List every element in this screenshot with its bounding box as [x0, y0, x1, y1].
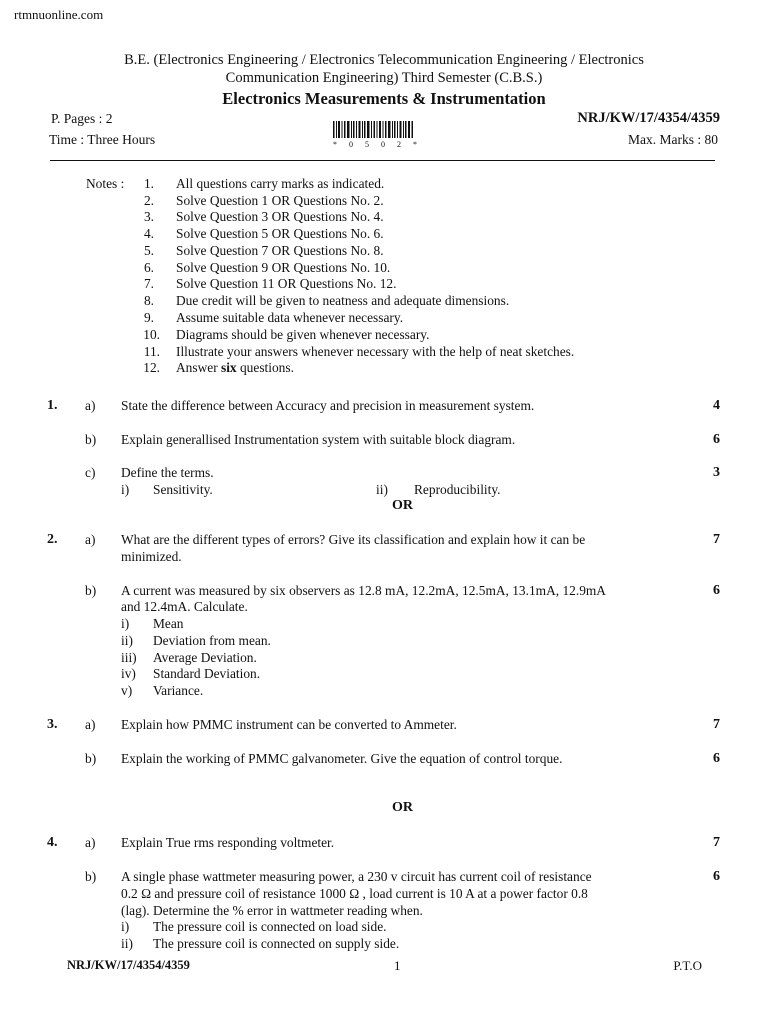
or-separator: OR — [392, 498, 413, 513]
note-number: 4. — [143, 226, 154, 241]
item-text: Standard Deviation. — [153, 666, 261, 681]
item-label: iv) — [121, 666, 136, 681]
note-number: 10. — [143, 327, 160, 342]
note-number: 5. — [143, 243, 154, 258]
subquestion-label: a) — [85, 532, 96, 547]
item-label: v) — [121, 683, 133, 698]
item-text: Average Deviation. — [153, 650, 257, 665]
note-text: Solve Question 5 OR Questions No. 6. — [176, 226, 384, 241]
item-label: i) — [121, 616, 130, 631]
question-text: Explain generallised Instrumentation system with suitable block diagram. — [121, 432, 516, 447]
note-number: 12. — [143, 360, 160, 375]
course-line-2: Communication Engineering) Third Semester (C.B.S.) — [225, 70, 543, 86]
question-marks: 6 — [713, 583, 720, 598]
question-number: 1. — [47, 398, 58, 413]
note-text: Solve Question 11 OR Questions No. 12. — [176, 276, 397, 291]
note-number: 2. — [143, 193, 154, 208]
item-text: The pressure coil is connected on supply side. — [153, 936, 400, 951]
question-text: Explain the working of PMMC galvanometer. Give the equation of control torque. — [121, 751, 563, 766]
question-text: A single phase wattmeter measuring power, a 230 v circuit has current coil of resistance — [121, 869, 592, 884]
question-marks: 7 — [713, 835, 720, 850]
item-text: Variance. — [153, 683, 204, 698]
subquestion-label: b) — [85, 751, 97, 766]
subquestion-label: c) — [85, 465, 96, 480]
item-label: ii) — [121, 633, 133, 648]
note-number: 3. — [143, 209, 154, 224]
term-text: Reproducibility. — [414, 482, 501, 497]
item-label: iii) — [121, 650, 137, 665]
note-text: Solve Question 1 OR Questions No. 2. — [176, 193, 384, 208]
or-separator: OR — [392, 800, 413, 815]
paper-code: NRJ/KW/17/4354/4359 — [577, 110, 720, 126]
note-number: 1. — [143, 176, 154, 191]
question-text: minimized. — [121, 549, 182, 564]
note-text: Illustrate your answers whenever necessary with the help of neat sketches. — [176, 344, 575, 359]
question-marks: 7 — [713, 717, 720, 732]
question-text: What are the different types of errors? Give its classification and explain how it can be — [121, 532, 586, 547]
subquestion-label: a) — [85, 717, 96, 732]
please-turn-over: P.T.O — [673, 958, 702, 973]
page-number: 1 — [394, 958, 401, 973]
item-text: Mean — [153, 616, 184, 631]
question-text: (lag). Determine the % error in wattmeter reading when. — [121, 903, 423, 918]
question-number: 3. — [47, 717, 58, 732]
term-text: Sensitivity. — [153, 482, 213, 497]
question-text: Explain True rms responding voltmeter. — [121, 835, 335, 850]
note-number: 11. — [143, 344, 160, 359]
term-label: ii) — [376, 482, 388, 497]
note-number: 8. — [143, 293, 154, 308]
question-number: 4. — [47, 835, 58, 850]
question-marks: 7 — [713, 532, 720, 547]
item-label: ii) — [121, 936, 133, 951]
note-text: Answer six questions. — [176, 360, 294, 375]
note-number: 6. — [143, 260, 154, 275]
note-text: Diagrams should be given whenever necessary. — [176, 327, 430, 342]
question-text: A current was measured by six observers as 12.8 mA, 12.2mA, 12.5mA, 13.1mA, 12.9mA — [121, 583, 606, 598]
footer-paper-code: NRJ/KW/17/4354/4359 — [67, 958, 190, 972]
note-text: Solve Question 9 OR Questions No. 10. — [176, 260, 391, 275]
subquestion-label: b) — [85, 869, 97, 884]
max-marks: Max. Marks : 80 — [628, 132, 718, 147]
note-text: Solve Question 7 OR Questions No. 8. — [176, 243, 384, 258]
barcode-number: * 0 5 0 2 * — [333, 140, 422, 149]
subquestion-label: b) — [85, 583, 97, 598]
note-text: Assume suitable data whenever necessary. — [176, 310, 404, 325]
item-label: i) — [121, 919, 130, 934]
subquestion-label: a) — [85, 398, 96, 413]
paper-title: Electronics Measurements & Instrumentation — [222, 89, 546, 108]
question-marks: 3 — [713, 465, 720, 480]
question-number: 2. — [47, 532, 58, 547]
exam-duration: Time : Three Hours — [49, 132, 156, 147]
header-divider — [50, 160, 715, 161]
course-line-1: B.E. (Electronics Engineering / Electronics Telecommunication Engineering / Electronics — [124, 52, 644, 68]
question-marks: 6 — [713, 751, 720, 766]
question-text: Define the terms. — [121, 465, 214, 480]
item-text: The pressure coil is connected on load side. — [153, 919, 387, 934]
note-text: Solve Question 3 OR Questions No. 4. — [176, 209, 384, 224]
note-number: 7. — [143, 276, 154, 291]
question-marks: 6 — [713, 869, 720, 884]
note-text: Due credit will be given to neatness and adequate dimensions. — [176, 293, 510, 308]
notes-label: Notes : — [86, 176, 125, 191]
note-number: 9. — [143, 310, 154, 325]
page-count: P. Pages : 2 — [51, 111, 113, 126]
site-watermark: rtmnuonline.com — [14, 7, 104, 22]
question-text: and 12.4mA. Calculate. — [121, 599, 248, 614]
note-text: All questions carry marks as indicated. — [176, 176, 385, 191]
subquestion-label: a) — [85, 835, 96, 850]
question-marks: 4 — [713, 398, 720, 413]
question-marks: 6 — [713, 432, 720, 447]
question-text: 0.2 Ω and pressure coil of resistance 1000 Ω , load current is 10 A at a power factor 0.8 — [121, 886, 588, 901]
item-text: Deviation from mean. — [153, 633, 271, 648]
subquestion-label: b) — [85, 432, 97, 447]
question-text: Explain how PMMC instrument can be converted to Ammeter. — [121, 717, 457, 732]
question-text: State the difference between Accuracy and precision in measurement system. — [121, 398, 535, 413]
term-label: i) — [121, 482, 130, 497]
